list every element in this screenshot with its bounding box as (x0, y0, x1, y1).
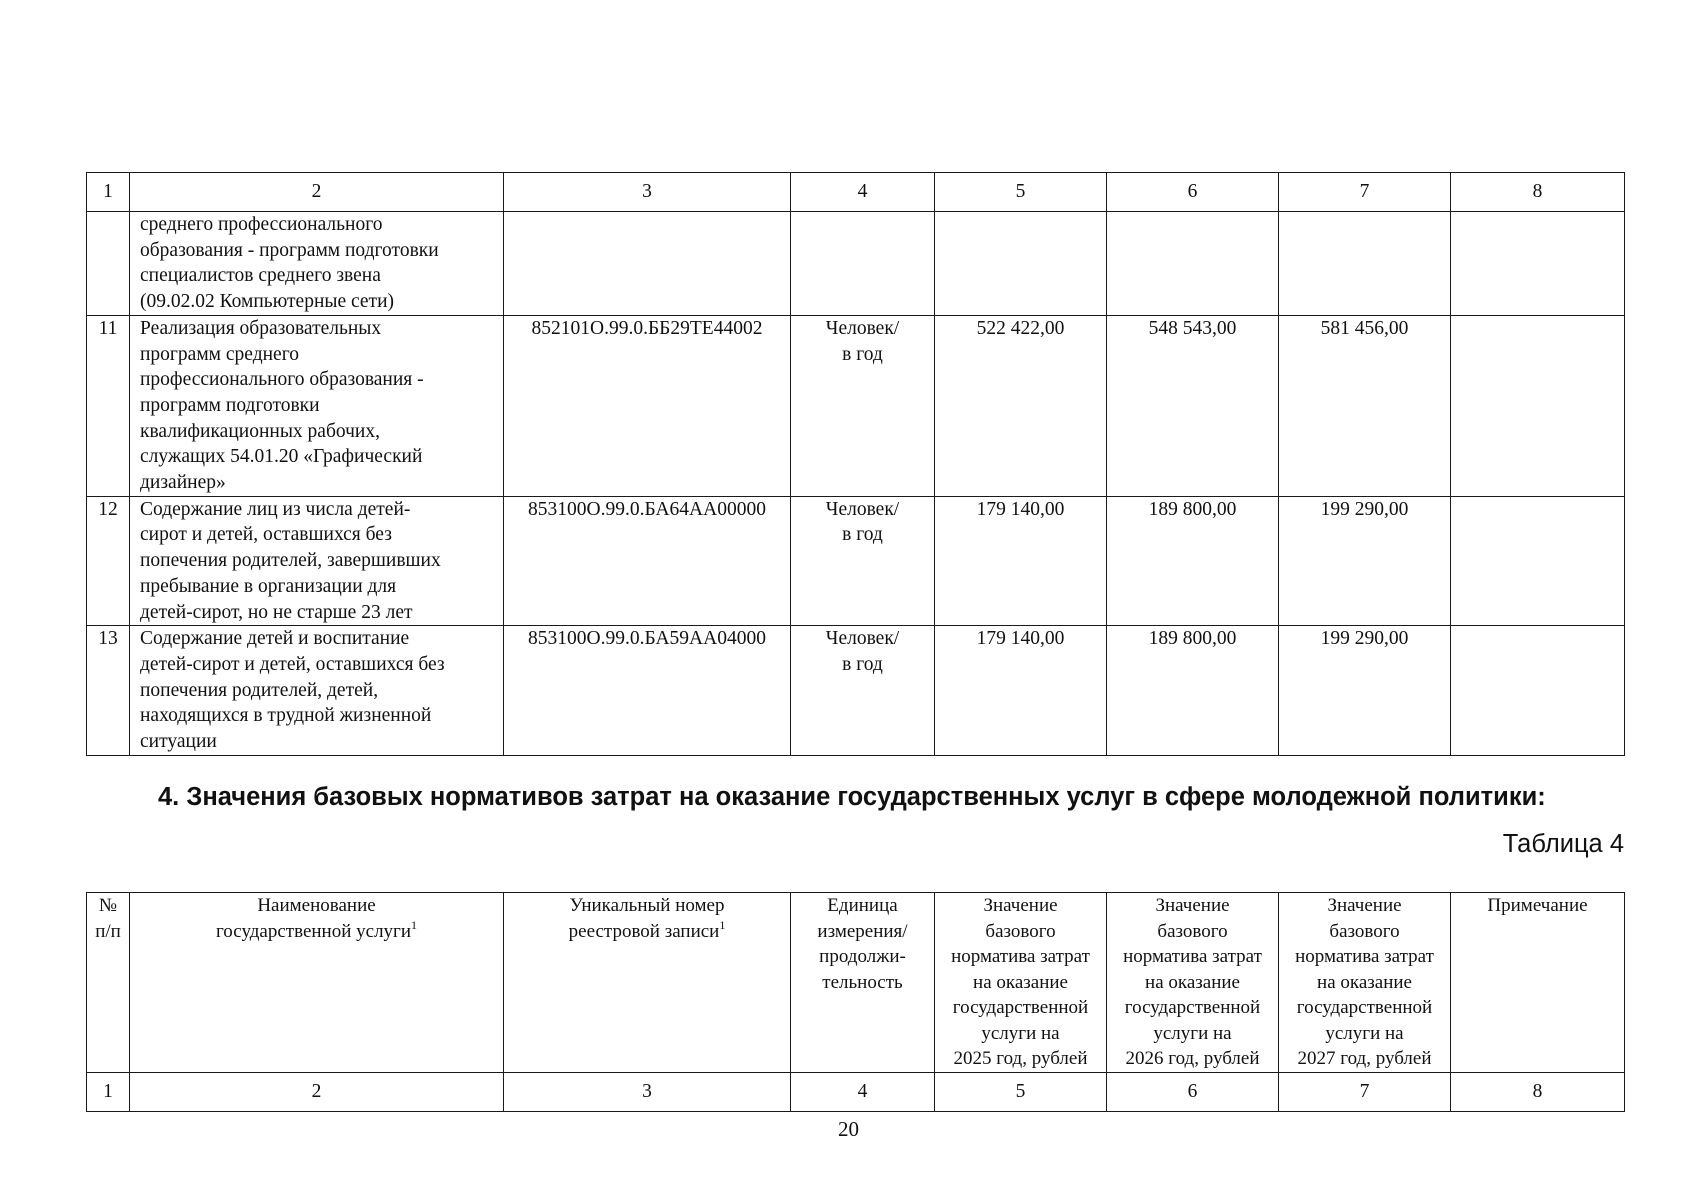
note-cell (1451, 626, 1625, 756)
column-number-row (87, 1072, 1625, 1111)
service-name-line: попечения родителей, завершивших (140, 550, 441, 572)
header-line: № (98, 895, 118, 916)
service-name-line: служащих 54.01.20 «Графический (140, 446, 423, 468)
service-name-cell (130, 212, 504, 316)
footnote-marker: 1 (719, 917, 726, 932)
header-cell-value-2026 (1107, 893, 1279, 1073)
header-text: реестровой записи (568, 920, 720, 942)
header-cell-value-2027 (1279, 893, 1451, 1073)
header-line: Значение (1327, 895, 1402, 916)
header-line: норматива затрат (1295, 946, 1434, 967)
page-number: 20 (838, 1117, 859, 1141)
table-row (87, 315, 1625, 496)
row-number-cell (87, 212, 130, 316)
column-number-cell: 3 (504, 1072, 791, 1111)
value-2025-cell: 522 422,00 (935, 315, 1107, 496)
header-line: базового (1157, 920, 1228, 942)
column-number-cell: 2 (130, 1072, 504, 1111)
unit-cell (791, 496, 935, 626)
header-cell-number (87, 893, 130, 1073)
table-row (87, 496, 1625, 626)
registry-number-cell: 853100О.99.0.БА59АА04000 (504, 626, 791, 756)
header-line: 2027 год, рублей (1297, 1048, 1432, 1069)
header-line: измерения/ (817, 920, 908, 942)
service-name-line: детей-сирот и детей, оставшихся без (140, 653, 445, 675)
service-name-line: попечения родителей, детей, (140, 679, 379, 701)
table-row (87, 626, 1625, 756)
unit-line: в год (842, 653, 883, 675)
continuation-row (87, 212, 1625, 316)
service-name-cell (130, 626, 504, 756)
header-line: базового (1329, 920, 1400, 942)
service-name-line: программ подготовки (140, 394, 320, 416)
service-name-line: программ среднего (140, 343, 299, 365)
column-number-cell: 8 (1451, 1072, 1625, 1111)
header-line: Примечание (1487, 895, 1588, 916)
column-number-cell: 4 (791, 173, 935, 212)
unit-cell (791, 212, 935, 316)
column-number-cell: 8 (1451, 173, 1625, 212)
service-name-line: Содержание детей и воспитание (140, 628, 410, 650)
value-2026-cell: 189 800,00 (1107, 626, 1279, 756)
value-2025-cell: 179 140,00 (935, 496, 1107, 626)
header-line: норматива затрат (1123, 946, 1262, 967)
service-name-line: пребывание в организации для (140, 575, 397, 597)
header-line: п/п (95, 920, 121, 942)
service-name-line: дизайнер» (140, 472, 226, 494)
header-cell-service-name (130, 893, 504, 1073)
column-number-cell: 4 (791, 1072, 935, 1111)
header-line: тельность (822, 971, 903, 993)
table-4 (86, 892, 1625, 1112)
unit-line: Человек/ (825, 317, 900, 339)
unit-cell (791, 315, 935, 496)
column-number-cell: 5 (935, 1072, 1107, 1111)
column-number-cell: 7 (1279, 173, 1451, 212)
header-cell-unit (791, 893, 935, 1073)
registry-number-cell (504, 212, 791, 316)
value-2026-cell: 189 800,00 (1107, 496, 1279, 626)
header-line (504, 919, 790, 945)
row-number-cell: 13 (87, 626, 130, 756)
table-label: Таблица 4 (1502, 830, 1624, 858)
header-line: Наименование (257, 895, 376, 916)
column-number-cell: 3 (504, 173, 791, 212)
value-2027-cell: 199 290,00 (1279, 496, 1451, 626)
note-cell (1451, 496, 1625, 626)
header-line: Значение (1155, 895, 1230, 916)
service-name-line: профессионального образования - (140, 369, 424, 391)
registry-number-cell: 853100О.99.0.БА64АА00000 (504, 496, 791, 626)
header-line: 2026 год, рублей (1125, 1048, 1260, 1069)
header-line: услуги на (1325, 1022, 1404, 1044)
unit-line: Человек/ (825, 498, 900, 520)
header-line: государственной (952, 997, 1089, 1018)
table-header-row (87, 893, 1625, 1073)
service-name-line: находящихся в трудной жизненной (140, 705, 432, 727)
header-line: государственной (1124, 997, 1261, 1018)
header-line: услуги на (1153, 1022, 1232, 1044)
header-line: 2025 год, рублей (953, 1048, 1088, 1069)
row-number-cell: 12 (87, 496, 130, 626)
header-line: продолжи- (819, 946, 906, 967)
value-2027-cell (1279, 212, 1451, 316)
service-name-cell (130, 315, 504, 496)
column-number-cell: 2 (130, 173, 504, 212)
service-name-line: образования - программ подготовки (140, 239, 439, 261)
header-line: на оказание (1145, 971, 1240, 993)
header-cell-registry-number (504, 893, 791, 1073)
header-line: на оказание (1317, 971, 1412, 993)
service-name-line: среднего профессионального (140, 214, 383, 235)
registry-number-cell: 852101О.99.0.ББ29ТЕ44002 (504, 315, 791, 496)
header-cell-note (1451, 893, 1625, 1073)
service-name-cell (130, 496, 504, 626)
service-name-line: сирот и детей, оставшихся без (140, 524, 392, 546)
header-line (130, 919, 503, 945)
note-cell (1451, 315, 1625, 496)
header-text: государственной услуги (215, 920, 412, 942)
unit-cell (791, 626, 935, 756)
column-number-cell: 6 (1107, 1072, 1279, 1111)
value-2027-cell: 199 290,00 (1279, 626, 1451, 756)
header-line: государственной (1296, 997, 1433, 1018)
service-name-line: специалистов среднего звена (140, 265, 381, 287)
unit-line: в год (842, 524, 883, 546)
column-number-cell: 7 (1279, 1072, 1451, 1111)
table-3-continuation (86, 172, 1625, 756)
header-line: норматива затрат (951, 946, 1090, 967)
value-2025-cell (935, 212, 1107, 316)
service-name-line: детей-сирот, но не старше 23 лет (140, 601, 413, 623)
column-number-row (87, 173, 1625, 212)
service-name-line: Реализация образовательных (140, 317, 382, 339)
row-number-cell: 11 (87, 315, 130, 496)
value-2026-cell (1107, 212, 1279, 316)
unit-line: в год (842, 343, 883, 365)
header-line: базового (985, 920, 1056, 942)
footnote-marker: 1 (411, 917, 418, 932)
header-cell-value-2025 (935, 893, 1107, 1073)
header-line: Значение (983, 895, 1058, 916)
header-line: на оказание (973, 971, 1068, 993)
header-line: Уникальный номер (569, 895, 725, 916)
header-line: Единица (827, 895, 898, 916)
service-name-line: квалификационных рабочих, (140, 420, 380, 442)
unit-line: Человек/ (825, 628, 900, 650)
value-2025-cell: 179 140,00 (935, 626, 1107, 756)
column-number-cell: 6 (1107, 173, 1279, 212)
note-cell (1451, 212, 1625, 316)
column-number-cell: 1 (87, 173, 130, 212)
service-name-line: (09.02.02 Компьютерные сети) (140, 291, 395, 313)
service-name-line: ситуации (140, 731, 217, 753)
column-number-cell: 1 (87, 1072, 130, 1111)
column-number-cell: 5 (935, 173, 1107, 212)
header-line: услуги на (981, 1022, 1060, 1044)
value-2027-cell: 581 456,00 (1279, 315, 1451, 496)
value-2026-cell: 548 543,00 (1107, 315, 1279, 496)
section-heading: 4. Значения базовых нормативов затрат на оказание государственных услуг в сфере молодежной политики: (158, 783, 1546, 811)
service-name-line: Содержание лиц из числа детей- (140, 498, 411, 520)
